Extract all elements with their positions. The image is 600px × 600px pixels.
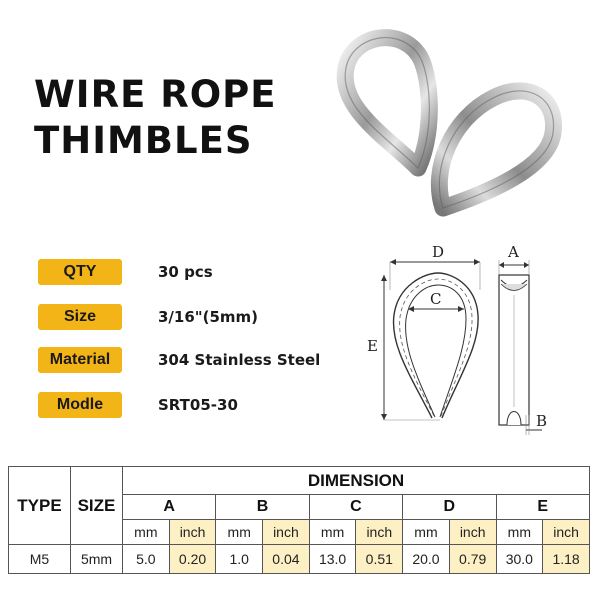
- unit-mm: mm: [496, 520, 543, 545]
- cell-c-mm: 13.0: [309, 545, 356, 574]
- spec-row-material: [38, 346, 320, 374]
- unit-mm: mm: [309, 520, 356, 545]
- unit-inch: inch: [449, 520, 496, 545]
- cell-c-inch: 0.51: [356, 545, 403, 574]
- dimension-table: [8, 466, 590, 574]
- unit-inch: inch: [543, 520, 590, 545]
- dim-label-c: C: [430, 290, 442, 308]
- spec-value-qty: 30 pcs: [158, 263, 213, 281]
- dim-header-b: B: [216, 495, 309, 520]
- spec-value-size: 3/16"(5mm): [158, 308, 259, 326]
- thimble-front: [439, 91, 553, 208]
- size-header: SIZE: [71, 467, 123, 545]
- spec-label-size: Size: [38, 304, 122, 330]
- cell-b-inch: 0.04: [263, 545, 310, 574]
- spec-label-material: Material: [38, 347, 122, 373]
- title-line-2: THIMBLES: [34, 119, 253, 162]
- dim-header-c: C: [309, 495, 402, 520]
- cell-e-inch: 1.18: [543, 545, 590, 574]
- cell-type: M5: [9, 545, 71, 574]
- dim-label-a: A: [508, 243, 519, 261]
- spec-label-model: Modle: [38, 392, 122, 418]
- cell-a-mm: 5.0: [123, 545, 170, 574]
- table-row: [9, 545, 590, 574]
- page-title: [34, 72, 277, 164]
- dim-header-a: A: [123, 495, 216, 520]
- spec-row-model: [38, 391, 238, 419]
- dim-label-d: D: [432, 243, 445, 261]
- dim-label-b: B: [536, 412, 548, 430]
- title-line-1: WIRE ROPE: [34, 73, 277, 116]
- unit-inch: inch: [356, 520, 403, 545]
- spec-value-material: 304 Stainless Steel: [158, 351, 321, 369]
- cell-size: 5mm: [71, 545, 123, 574]
- cell-d-mm: 20.0: [403, 545, 450, 574]
- cell-a-inch: 0.20: [169, 545, 216, 574]
- spec-label-qty: QTY: [38, 259, 122, 285]
- unit-inch: inch: [263, 520, 310, 545]
- thimble-side-view: [499, 275, 529, 425]
- spec-value-model: SRT05-30: [158, 396, 238, 414]
- cell-d-inch: 0.79: [449, 545, 496, 574]
- spec-row-size: [38, 303, 258, 331]
- dimension-diagram: [350, 235, 590, 445]
- type-header: TYPE: [9, 467, 71, 545]
- unit-inch: inch: [169, 520, 216, 545]
- dim-label-e: E: [367, 337, 378, 355]
- unit-mm: mm: [403, 520, 450, 545]
- cell-e-mm: 30.0: [496, 545, 543, 574]
- dimension-header: DIMENSION: [123, 467, 590, 495]
- thimble-back: [345, 38, 429, 168]
- unit-mm: mm: [123, 520, 170, 545]
- unit-mm: mm: [216, 520, 263, 545]
- thimbles-product-image: [318, 18, 588, 228]
- spec-row-qty: [38, 258, 213, 286]
- dim-header-d: D: [403, 495, 496, 520]
- cell-b-mm: 1.0: [216, 545, 263, 574]
- dim-header-e: E: [496, 495, 590, 520]
